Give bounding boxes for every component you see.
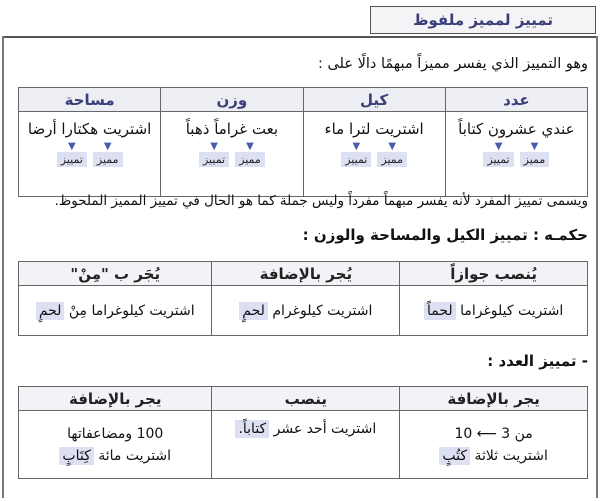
header-number-nasb: ينصب [212,387,400,411]
tag-mumayyiz: ▼ مميز [93,142,123,167]
ruling-table [18,261,588,336]
example-cell-area [19,112,161,197]
tag-mumayyiz: ▼ مميز [520,142,550,167]
header-nasb: يُنصب جوازاً [400,262,588,286]
measure-types-table [18,87,588,197]
hundred-multiples: 100 ومضاعفاتها [67,425,164,442]
down-arrow-icon: ▼ [67,141,76,152]
example-eleven-books: اشتريت أحد عشر كتاباً. [235,420,376,438]
tag-tamyeez: ▼ تمييز [57,142,87,167]
highlighted-word: لحمٍ [239,302,268,320]
range-3-10: من 3 ⟵ 10 [454,425,533,442]
tag-tamyeez: ▼ تمييز [483,142,513,167]
example-hundred-book: اشتريت مائة كِتَابٍ [59,448,171,464]
example-number: عندي عشرون كتاباً [458,120,575,138]
intro-text: وهو التمييز الذي يفسر مميزاً مبهمًا دالًا على : [317,56,588,72]
explanation-paragraph: ويسمى تمييز المفرد لأنه يفسر مبهماً مفرداً وليس جملة كما هو الحال في تمييز المميز الملحوظ. [54,193,588,209]
header-idafa: يُجر بالإضافة [212,262,400,286]
header-number-idafa-1: يجر بالإضافة [400,387,588,411]
number-cell-3-10 [400,411,588,479]
tag-tamyeez: ▼ تمييز [341,142,371,167]
example-three-books: اشتريت ثلاثة كتُبٍ [439,448,547,464]
highlighted-word: كتاباً. [235,420,269,438]
title-underline [2,36,598,38]
page-title: تمييز لمميز ملفوظ [370,6,596,34]
ruling-example-2: اشتريت كيلوغرام لحمٍ [212,286,400,336]
header-number-idafa-2: يجر بالإضافة [19,387,212,411]
down-arrow-icon: ▼ [103,141,112,152]
highlighted-word: كتُبٍ [439,447,470,465]
example-cell-number [445,112,587,197]
down-arrow-icon: ▼ [494,141,503,152]
header-number: عدد [445,88,587,112]
down-arrow-icon: ▼ [246,141,254,152]
header-weight: وزن [161,88,303,112]
example-volume: اشتريت لترا ماء [324,120,424,138]
down-arrow-icon: ▼ [210,141,218,152]
example-area: اشتريت هكتارا أرضا [27,120,152,138]
ruling-example-3: اشتريت كيلوغراما مِنْ لحمٍ [19,286,212,336]
tag-mumayyiz: ▼ مميز [377,142,407,167]
example-weight: بعت غراماً ذهباً [185,120,278,138]
example-cell-volume [303,112,445,197]
ruling-heading: حكمـه : تمييز الكيل والمساحة والوزن : [302,226,588,244]
highlighted-word: لحماً [424,302,456,320]
down-arrow-icon: ▼ [530,141,539,152]
tag-mumayyiz: ▼ مميز [235,142,265,167]
example-cell-weight [161,112,303,197]
header-min: يُجَر ب "مِنْ" [19,262,212,286]
frame-right-border [596,36,598,498]
number-cell-nasb [212,411,400,479]
highlighted-word: كِتَابٍ [59,447,93,465]
header-volume: كيل [303,88,445,112]
number-table [18,386,588,479]
highlighted-word: لحمٍ [36,302,65,320]
number-heading: - تمييز العدد : [487,352,588,370]
frame-left-border [2,36,4,498]
ruling-example-1: اشتريت كيلوغراما لحماً [400,286,588,336]
down-arrow-icon: ▼ [388,141,397,152]
header-area: مساحة [19,88,161,112]
down-arrow-icon: ▼ [352,141,361,152]
number-cell-hundred [19,411,212,479]
tag-tamyeez: ▼ تمييز [199,142,229,167]
